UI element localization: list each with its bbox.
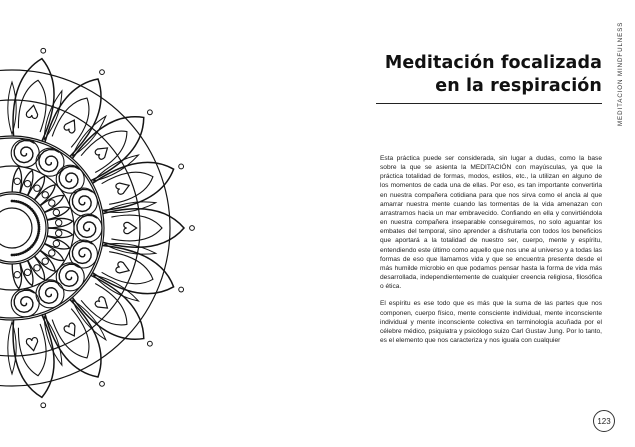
- title-rule: [376, 103, 602, 104]
- mandala-inner-petal: [81, 131, 127, 172]
- mandala-leaf: [8, 82, 16, 134]
- mandala-heart: [26, 338, 37, 351]
- mandala-bead: [49, 200, 55, 206]
- mandala-bead: [53, 209, 59, 215]
- mandala-bead: [56, 230, 62, 236]
- mandala-bead: [24, 269, 30, 275]
- mandala-heart: [116, 262, 129, 273]
- mandala-bead: [56, 220, 62, 226]
- mandala-ring: [0, 192, 48, 264]
- mandala-heart: [26, 105, 37, 118]
- mandala-bead: [34, 265, 40, 271]
- mandala-spiral: [72, 189, 92, 211]
- running-head: [617, 16, 625, 126]
- paragraph-1: Esta práctica puede ser considerada, sin lugar a dudas, como la base sobre la que se asienta la MEDITACIÓN con mayúsculas, ya que la práctica totalidad de formas, modos, estilos, etc., la utilizan en alguno de los momentos de cada una de ellas. Por eso, es tan importante convertirla en nuestra compañera cotidiana para que nos sirva como el ancla al que amarrar nuestra mente cuando las tormentas de la vida amenazan con arrastrarnos hacia un mar embravecido. Confiando en ella y convirtiéndola en nuestra compañera inseparable conseguiremos, no solo aguantar los embates del temporal, sino aprender a disfrutarla con todos los beneficios que aportará a la totalidad de nuestro ser, cuerpo, mente y espíritu, entendiendo este último como aquello que nos une al universo y a todas las formas de eso que llamamos vida y que se encuentra presente desde el más humilde microbio en que podamos pensar hasta la forma de vida más desarrollada, independientemente de cualquier creencia religiosa, filosófica o ética.: [380, 155, 602, 291]
- mandala-heart: [64, 323, 75, 336]
- mandala-bead: [14, 178, 20, 184]
- mandala-bead: [24, 180, 30, 186]
- mandala-tip-dot: [190, 226, 195, 231]
- mandala-ring: [0, 208, 32, 248]
- mandala-heart: [95, 297, 107, 308]
- mandala-tip-dot: [41, 403, 46, 408]
- right-page: [318, 0, 635, 447]
- mandala-tip-dot: [41, 48, 46, 53]
- mandala-heart: [116, 183, 129, 194]
- mandala-tip-dot: [100, 381, 105, 386]
- page-number-badge: [593, 410, 615, 432]
- mandala-bead: [42, 258, 48, 264]
- mandala-tip-dot: [179, 287, 184, 292]
- mandala-leaf: [8, 322, 16, 374]
- mandala-bead: [42, 192, 48, 198]
- chapter-title: [376, 52, 602, 98]
- running-head-text: MEDITACIÓN MINDFULNESS: [617, 21, 624, 126]
- mandala-spiral: [39, 281, 59, 303]
- mandala-tip-dot: [147, 110, 152, 115]
- mandala-bead: [14, 272, 20, 278]
- paragraph-2: El espíritu es ese todo que es más que la suma de las partes que nos componen, cuerpo físico, mente consciente individual, mente inconsciente individual y mente inconsciente colectiva en terminología acuñada por el célebre médico, psiquiatra y psicólogo suizo Carl Gustav Jung. Por lo tanto, es el elemento que nos caracteriza y nos iguala con cualquier: [380, 300, 602, 344]
- mandala-tip-dot: [179, 164, 184, 169]
- mandala-bead: [34, 185, 40, 191]
- mandala-dot: [11, 254, 14, 257]
- mandala-tip-dot: [147, 341, 152, 346]
- mandala-spiral: [14, 140, 34, 162]
- mandala-bead: [53, 240, 59, 246]
- chapter-title-line-1: Meditación focalizada: [384, 53, 602, 73]
- mandala-tip-dot: [100, 70, 105, 75]
- mandala-outer-petal: [103, 209, 184, 248]
- mandala-spiral: [77, 215, 97, 237]
- mandala-spiral: [14, 290, 34, 312]
- body-text: [380, 154, 602, 353]
- mandala-heart: [64, 120, 75, 133]
- mandala-spiral: [72, 241, 92, 263]
- mandala-leaf: [44, 91, 62, 140]
- mandala-leaf: [44, 316, 62, 365]
- mandala-spiral: [39, 150, 59, 172]
- mandala-bead: [49, 250, 55, 256]
- mandala-heart: [124, 222, 137, 233]
- mandala-spiral: [59, 166, 79, 188]
- mandala-spiral: [59, 264, 79, 286]
- mandala-inner-petal: [81, 283, 127, 324]
- mandala-heart: [95, 148, 107, 159]
- chapter-title-line-2: en la respiración: [435, 76, 602, 96]
- page-number: 123: [597, 416, 611, 426]
